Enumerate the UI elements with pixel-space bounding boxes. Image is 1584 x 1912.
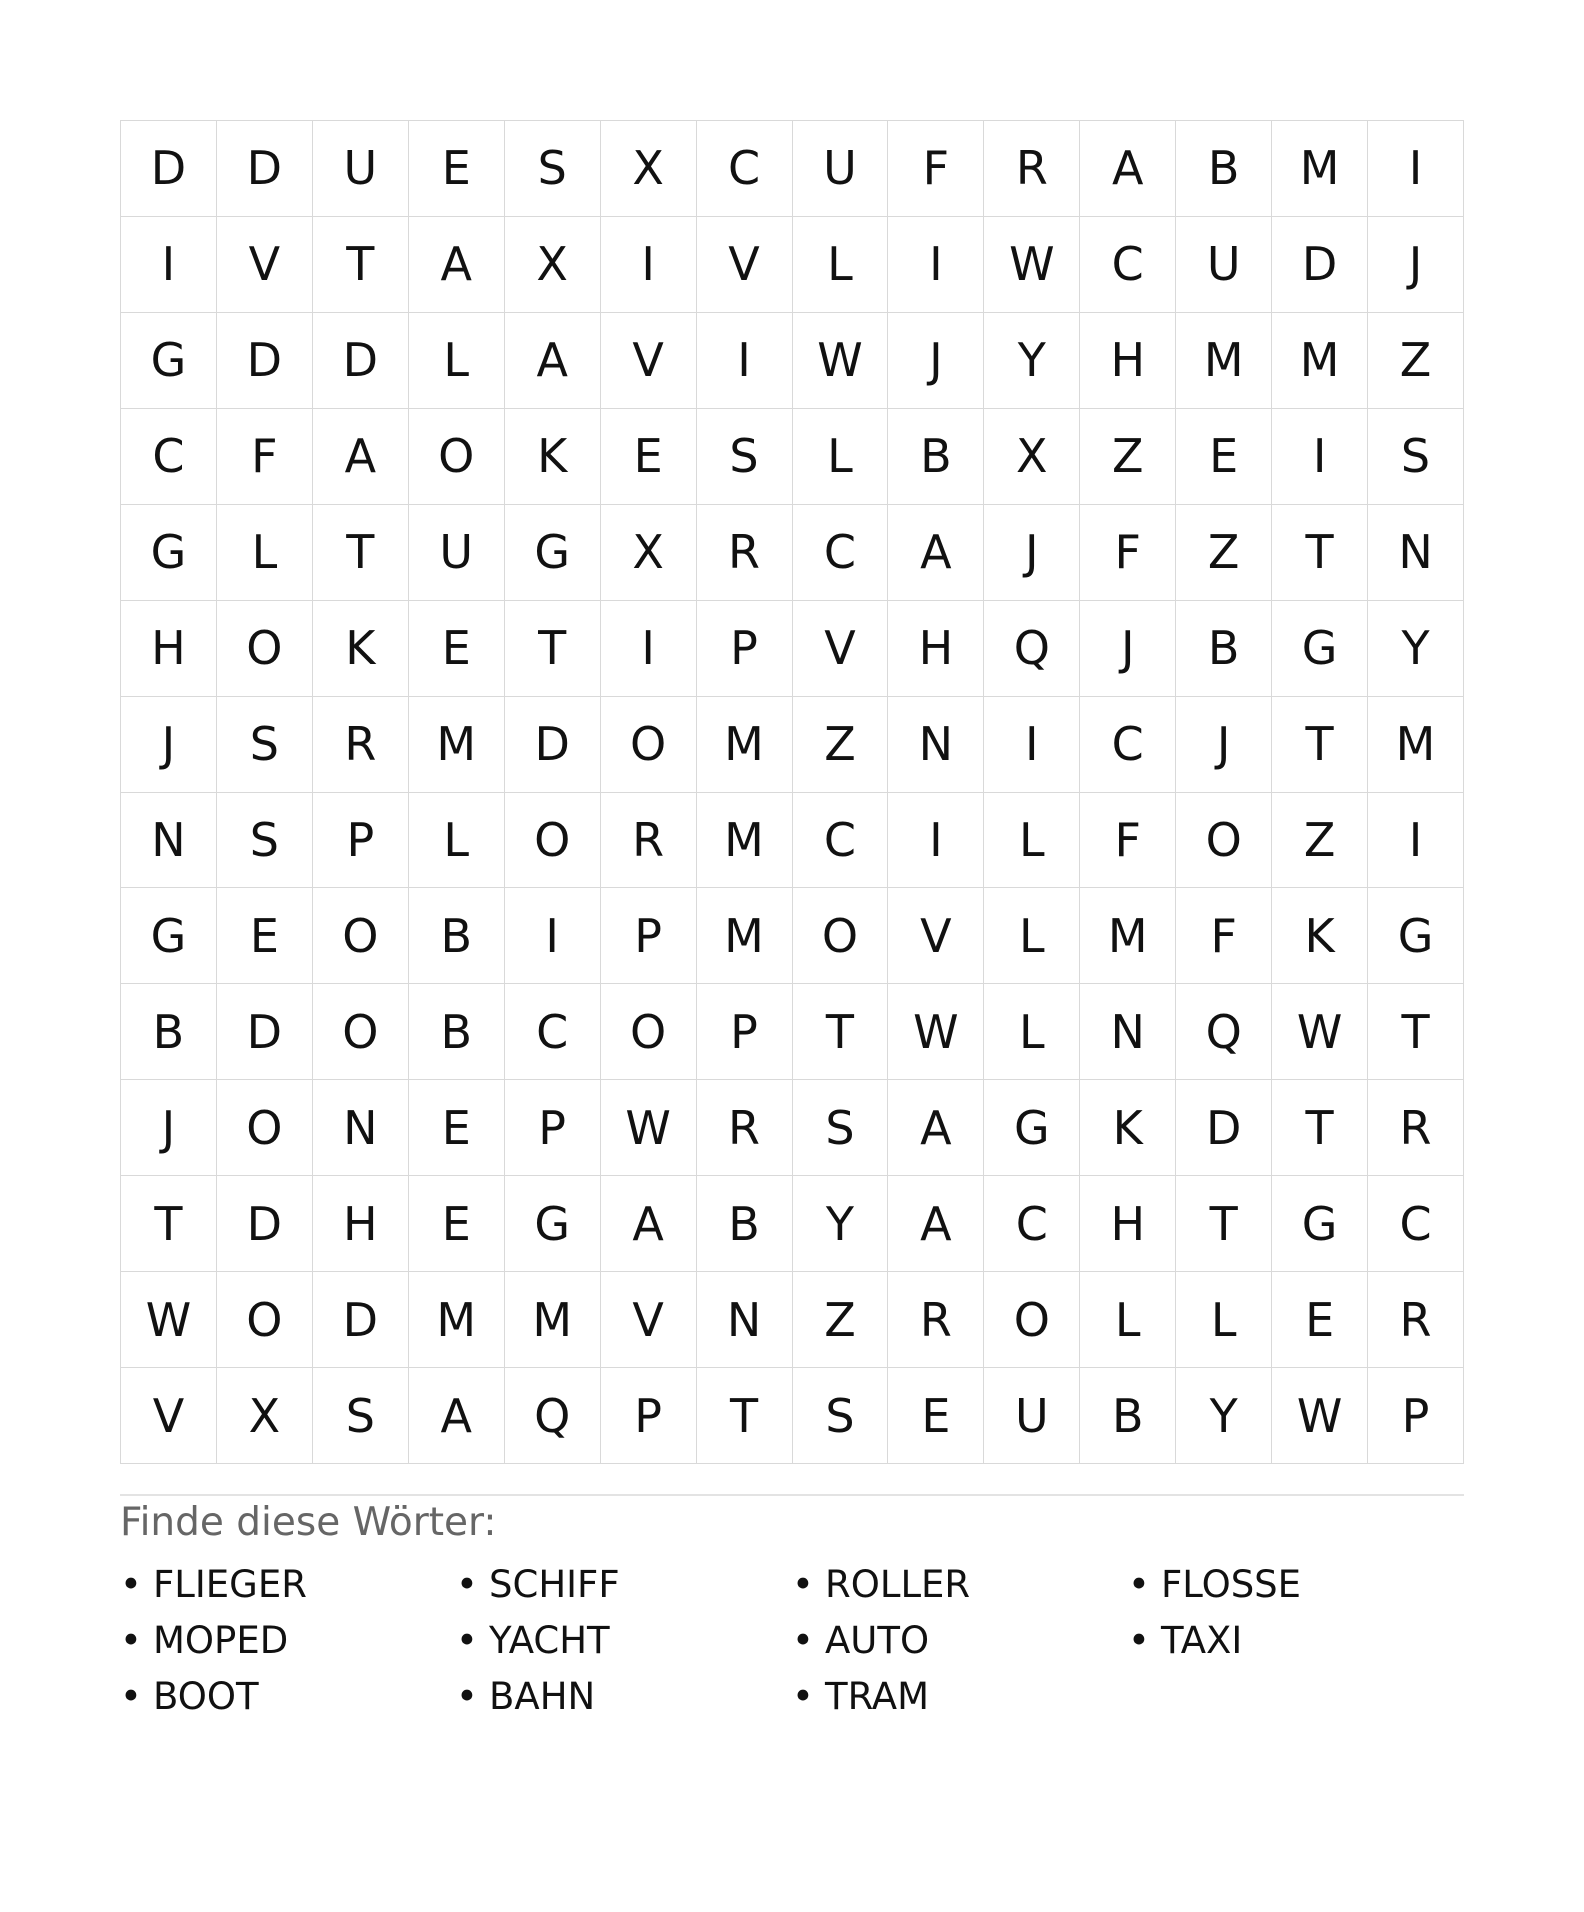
grid-cell[interactable]: M [505, 1272, 601, 1368]
grid-cell[interactable]: K [1080, 1080, 1176, 1176]
grid-cell[interactable]: Y [1368, 601, 1464, 697]
grid-cell[interactable]: E [409, 121, 505, 217]
grid-cell[interactable]: R [697, 1080, 793, 1176]
grid-cell[interactable]: I [505, 888, 601, 984]
grid-cell[interactable]: E [409, 1080, 505, 1176]
grid-cell[interactable]: L [793, 217, 889, 313]
grid-cell[interactable]: Q [1176, 984, 1272, 1080]
grid-cell[interactable]: U [313, 121, 409, 217]
word-list-item [792, 1669, 1128, 1725]
grid-cell[interactable]: L [984, 793, 1080, 889]
letter-grid [120, 120, 1464, 1464]
grid-cell[interactable]: J [1176, 697, 1272, 793]
grid-cell[interactable]: G [121, 888, 217, 984]
grid-cell[interactable]: V [888, 888, 984, 984]
grid-cell[interactable]: S [697, 409, 793, 505]
grid-cell[interactable]: U [1176, 217, 1272, 313]
word-list-item [120, 1557, 456, 1613]
word-label: MOPED [153, 1619, 289, 1662]
grid-cell[interactable]: H [1080, 1176, 1176, 1272]
grid-cell[interactable]: T [1368, 984, 1464, 1080]
grid-cell[interactable]: H [1080, 313, 1176, 409]
grid-cell[interactable]: M [409, 697, 505, 793]
grid-cell[interactable]: S [505, 121, 601, 217]
grid-cell[interactable]: I [1368, 121, 1464, 217]
grid-cell[interactable]: V [121, 1368, 217, 1464]
grid-cell[interactable]: O [793, 888, 889, 984]
grid-cell[interactable]: F [1080, 505, 1176, 601]
grid-cell[interactable]: O [505, 793, 601, 889]
grid-cell[interactable]: A [409, 1368, 505, 1464]
grid-cell[interactable]: F [217, 409, 313, 505]
grid-cell[interactable]: O [313, 984, 409, 1080]
grid-cell[interactable]: O [313, 888, 409, 984]
grid-cell[interactable]: C [1368, 1176, 1464, 1272]
grid-cell[interactable]: D [217, 1176, 313, 1272]
grid-cell[interactable]: R [984, 121, 1080, 217]
grid-cell[interactable]: F [1176, 888, 1272, 984]
grid-cell[interactable]: V [793, 601, 889, 697]
grid-cell[interactable]: A [888, 1176, 984, 1272]
grid-cell[interactable]: I [888, 793, 984, 889]
grid-cell[interactable]: E [409, 601, 505, 697]
grid-cell[interactable]: N [1368, 505, 1464, 601]
grid-cell[interactable]: S [793, 1080, 889, 1176]
grid-cell[interactable]: V [697, 217, 793, 313]
word-label: TAXI [1161, 1619, 1243, 1662]
grid-cell[interactable]: F [888, 121, 984, 217]
grid-cell[interactable]: T [793, 984, 889, 1080]
grid-cell[interactable]: M [1368, 697, 1464, 793]
grid-cell[interactable]: Z [793, 697, 889, 793]
word-label: FLOSSE [1161, 1563, 1302, 1606]
grid-cell[interactable]: O [601, 697, 697, 793]
grid-cell[interactable]: A [1080, 121, 1176, 217]
grid-cell[interactable]: C [505, 984, 601, 1080]
grid-cell[interactable]: E [217, 888, 313, 984]
grid-cell[interactable]: T [697, 1368, 793, 1464]
grid-cell[interactable]: S [1368, 409, 1464, 505]
word-label: ROLLER [825, 1563, 971, 1606]
grid-cell[interactable]: N [1080, 984, 1176, 1080]
grid-cell[interactable]: P [697, 601, 793, 697]
grid-cell[interactable]: I [1272, 409, 1368, 505]
word-list-item [792, 1613, 1128, 1669]
grid-cell[interactable]: J [1368, 217, 1464, 313]
grid-cell[interactable]: W [984, 217, 1080, 313]
grid-cell[interactable]: A [601, 1176, 697, 1272]
grid-cell[interactable]: S [217, 793, 313, 889]
bullet-icon: • [456, 1675, 478, 1718]
grid-cell[interactable]: G [1272, 1176, 1368, 1272]
grid-cell[interactable]: E [601, 409, 697, 505]
grid-cell[interactable]: N [888, 697, 984, 793]
grid-cell[interactable]: X [601, 505, 697, 601]
grid-cell[interactable]: G [1272, 601, 1368, 697]
bullet-icon: • [120, 1563, 142, 1606]
grid-cell[interactable]: T [313, 505, 409, 601]
grid-cell[interactable]: L [984, 888, 1080, 984]
grid-cell[interactable]: T [1176, 1176, 1272, 1272]
grid-cell[interactable]: X [217, 1368, 313, 1464]
grid-cell[interactable]: H [313, 1176, 409, 1272]
grid-cell[interactable]: M [1272, 313, 1368, 409]
grid-cell[interactable]: O [217, 1272, 313, 1368]
grid-cell[interactable]: L [984, 984, 1080, 1080]
grid-cell[interactable]: D [217, 313, 313, 409]
grid-cell[interactable]: L [409, 313, 505, 409]
grid-cell[interactable]: V [601, 1272, 697, 1368]
grid-cell[interactable]: X [984, 409, 1080, 505]
grid-cell[interactable]: E [888, 1368, 984, 1464]
grid-cell[interactable]: A [505, 313, 601, 409]
grid-cell[interactable]: C [793, 793, 889, 889]
grid-cell[interactable]: A [888, 505, 984, 601]
grid-cell[interactable]: N [697, 1272, 793, 1368]
word-list-item [456, 1557, 792, 1613]
grid-cell[interactable]: S [793, 1368, 889, 1464]
word-list-item [120, 1669, 456, 1725]
grid-cell[interactable]: J [888, 313, 984, 409]
grid-cell[interactable]: O [217, 601, 313, 697]
grid-cell[interactable]: B [121, 984, 217, 1080]
grid-cell[interactable]: L [1176, 1272, 1272, 1368]
bullet-icon: • [120, 1675, 142, 1718]
grid-cell[interactable]: M [1176, 313, 1272, 409]
grid-cell[interactable]: M [409, 1272, 505, 1368]
word-list-item [1128, 1557, 1464, 1613]
grid-cell[interactable]: Q [984, 601, 1080, 697]
grid-cell[interactable]: A [313, 409, 409, 505]
grid-cell[interactable]: Y [793, 1176, 889, 1272]
grid-cell[interactable]: D [313, 313, 409, 409]
grid-cell[interactable]: G [505, 505, 601, 601]
grid-cell[interactable]: P [697, 984, 793, 1080]
grid-cell[interactable]: A [409, 217, 505, 313]
grid-cell[interactable]: C [984, 1176, 1080, 1272]
grid-cell[interactable]: B [697, 1176, 793, 1272]
grid-cell[interactable]: G [121, 505, 217, 601]
grid-cell[interactable]: B [409, 888, 505, 984]
grid-cell[interactable]: P [601, 1368, 697, 1464]
grid-cell[interactable]: B [409, 984, 505, 1080]
bullet-icon: • [1128, 1563, 1150, 1606]
grid-cell[interactable]: D [121, 121, 217, 217]
grid-cell[interactable]: G [121, 313, 217, 409]
grid-cell[interactable]: W [793, 313, 889, 409]
grid-cell[interactable]: U [984, 1368, 1080, 1464]
grid-cell[interactable]: J [121, 1080, 217, 1176]
grid-cell[interactable]: D [1176, 1080, 1272, 1176]
grid-cell[interactable]: V [217, 217, 313, 313]
grid-cell[interactable]: R [1368, 1272, 1464, 1368]
grid-cell[interactable]: T [1272, 697, 1368, 793]
grid-cell[interactable]: Z [1080, 409, 1176, 505]
grid-cell[interactable]: X [505, 217, 601, 313]
grid-cell[interactable]: Z [1368, 313, 1464, 409]
grid-cell[interactable]: N [121, 793, 217, 889]
grid-cell[interactable]: M [697, 697, 793, 793]
grid-cell[interactable]: Y [1176, 1368, 1272, 1464]
grid-cell[interactable]: I [601, 601, 697, 697]
grid-cell[interactable]: M [697, 888, 793, 984]
grid-cell[interactable]: I [121, 217, 217, 313]
grid-cell[interactable]: U [793, 121, 889, 217]
word-label: AUTO [825, 1619, 930, 1662]
grid-cell[interactable]: G [984, 1080, 1080, 1176]
grid-cell[interactable]: Q [505, 1368, 601, 1464]
grid-cell[interactable]: Y [984, 313, 1080, 409]
grid-cell[interactable]: P [1368, 1368, 1464, 1464]
grid-cell[interactable]: C [1080, 217, 1176, 313]
grid-cell[interactable]: P [313, 793, 409, 889]
grid-cell[interactable]: W [1272, 984, 1368, 1080]
word-label: TRAM [825, 1675, 930, 1718]
grid-cell[interactable]: Z [793, 1272, 889, 1368]
word-label: SCHIFF [489, 1563, 620, 1606]
grid-cell[interactable]: X [601, 121, 697, 217]
grid-cell[interactable]: P [601, 888, 697, 984]
grid-cell[interactable]: I [697, 313, 793, 409]
grid-cell[interactable]: B [888, 409, 984, 505]
grid-cell[interactable]: Z [1176, 505, 1272, 601]
grid-cell[interactable]: M [1272, 121, 1368, 217]
grid-cell[interactable]: B [1080, 1368, 1176, 1464]
grid-cell[interactable]: S [313, 1368, 409, 1464]
grid-cell[interactable]: H [121, 601, 217, 697]
grid-cell[interactable]: L [409, 793, 505, 889]
word-label: YACHT [489, 1619, 610, 1662]
grid-cell[interactable]: W [601, 1080, 697, 1176]
grid-cell[interactable]: O [984, 1272, 1080, 1368]
divider [120, 1494, 1464, 1496]
grid-cell[interactable]: D [217, 121, 313, 217]
grid-cell[interactable]: B [1176, 601, 1272, 697]
grid-cell[interactable]: L [217, 505, 313, 601]
grid-cell[interactable]: I [1368, 793, 1464, 889]
grid-cell[interactable]: U [409, 505, 505, 601]
grid-cell[interactable]: W [888, 984, 984, 1080]
grid-cell[interactable]: G [1368, 888, 1464, 984]
grid-cell[interactable]: I [984, 697, 1080, 793]
word-list-item [456, 1669, 792, 1725]
grid-cell[interactable]: T [1272, 505, 1368, 601]
grid-cell[interactable]: K [505, 409, 601, 505]
grid-cell[interactable]: S [217, 697, 313, 793]
grid-cell[interactable]: M [1080, 888, 1176, 984]
grid-cell[interactable]: T [121, 1176, 217, 1272]
grid-cell[interactable]: L [793, 409, 889, 505]
word-label: BAHN [489, 1675, 596, 1718]
word-list-item [120, 1613, 456, 1669]
bullet-icon: • [792, 1675, 814, 1718]
word-label: FLIEGER [153, 1563, 307, 1606]
bullet-icon: • [120, 1619, 142, 1662]
bullet-icon: • [792, 1563, 814, 1606]
grid-cell[interactable]: N [313, 1080, 409, 1176]
grid-cell[interactable]: G [505, 1176, 601, 1272]
grid-cell[interactable]: W [121, 1272, 217, 1368]
grid-cell[interactable]: W [1272, 1368, 1368, 1464]
grid-cell[interactable]: R [313, 697, 409, 793]
word-list-item [792, 1557, 1128, 1613]
grid-cell[interactable]: T [313, 217, 409, 313]
grid-cell[interactable]: H [888, 601, 984, 697]
grid-cell[interactable]: O [217, 1080, 313, 1176]
grid-cell[interactable]: T [505, 601, 601, 697]
grid-cell[interactable]: D [217, 984, 313, 1080]
word-label: BOOT [153, 1675, 259, 1718]
grid-cell[interactable]: C [793, 505, 889, 601]
bullet-icon: • [456, 1563, 478, 1606]
word-list-item [1128, 1613, 1464, 1669]
grid-cell[interactable]: K [1272, 888, 1368, 984]
instruction-label: Finde diese Wörter: [120, 1500, 497, 1545]
grid-cell[interactable]: D [505, 697, 601, 793]
grid-cell[interactable]: J [1080, 601, 1176, 697]
grid-cell[interactable]: L [1080, 1272, 1176, 1368]
grid-cell[interactable]: P [505, 1080, 601, 1176]
grid-cell[interactable]: R [697, 505, 793, 601]
grid-cell[interactable]: O [409, 409, 505, 505]
bullet-icon: • [1128, 1619, 1150, 1662]
word-list [120, 1557, 1464, 1725]
grid-cell[interactable]: F [1080, 793, 1176, 889]
bullet-icon: • [792, 1619, 814, 1662]
bullet-icon: • [456, 1619, 478, 1662]
grid-cell[interactable]: E [1272, 1272, 1368, 1368]
grid-cell[interactable]: M [697, 793, 793, 889]
grid-cell[interactable]: J [984, 505, 1080, 601]
grid-cell[interactable]: C [697, 121, 793, 217]
grid-cell[interactable]: V [601, 313, 697, 409]
grid-cell[interactable]: A [888, 1080, 984, 1176]
grid-cell[interactable]: Z [1272, 793, 1368, 889]
grid-cell[interactable]: C [1080, 697, 1176, 793]
grid-cell[interactable]: I [601, 217, 697, 313]
grid-cell[interactable]: O [1176, 793, 1272, 889]
grid-cell[interactable]: E [409, 1176, 505, 1272]
grid-cell[interactable]: E [1176, 409, 1272, 505]
grid-cell[interactable]: D [1272, 217, 1368, 313]
grid-cell[interactable]: O [601, 984, 697, 1080]
grid-cell[interactable]: I [888, 217, 984, 313]
word-list-item [456, 1613, 792, 1669]
grid-cell[interactable]: B [1176, 121, 1272, 217]
grid-cell[interactable]: K [313, 601, 409, 697]
grid-cell[interactable]: T [1272, 1080, 1368, 1176]
grid-cell[interactable]: R [1368, 1080, 1464, 1176]
grid-cell[interactable]: J [121, 697, 217, 793]
grid-cell[interactable]: C [121, 409, 217, 505]
grid-cell[interactable]: D [313, 1272, 409, 1368]
grid-cell[interactable]: R [888, 1272, 984, 1368]
grid-cell[interactable]: R [601, 793, 697, 889]
